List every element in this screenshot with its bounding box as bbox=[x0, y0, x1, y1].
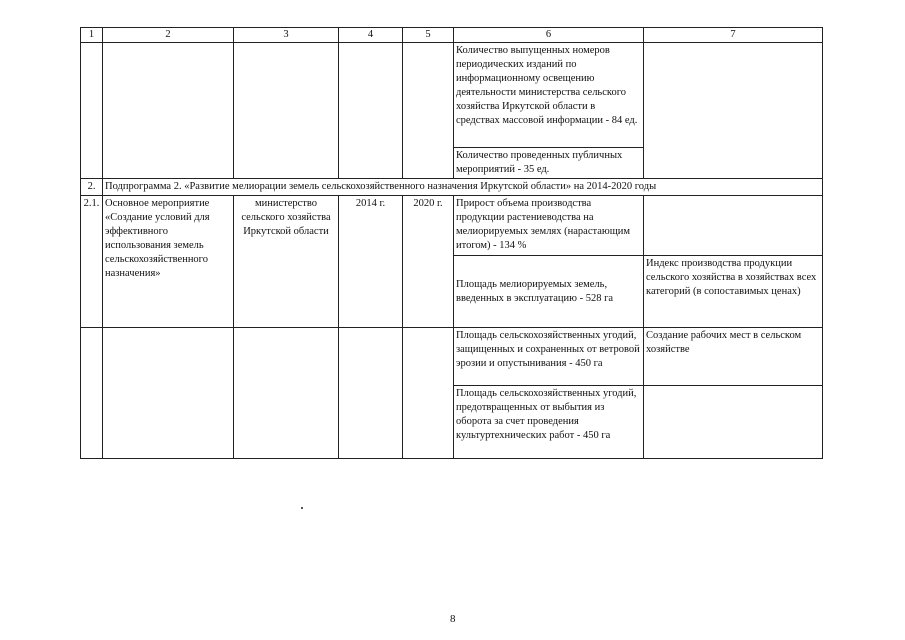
header-col-7: 7 bbox=[644, 28, 823, 43]
cell-empty bbox=[644, 386, 823, 459]
row-number: 2.1. bbox=[81, 196, 103, 328]
cell-empty bbox=[103, 43, 234, 179]
cell-empty bbox=[403, 328, 454, 459]
header-col-1: 1 bbox=[81, 28, 103, 43]
page-number: 8 bbox=[450, 613, 456, 625]
cell-empty bbox=[234, 328, 339, 459]
cell-empty bbox=[234, 43, 339, 179]
cell-empty bbox=[644, 196, 823, 256]
indicator-cell: Площадь мелиорируемых земель, введенных в эксплуатацию - 528 га bbox=[454, 256, 644, 328]
header-col-4: 4 bbox=[339, 28, 403, 43]
header-col-5: 5 bbox=[403, 28, 454, 43]
indicator-cell: Прирост объема производства продукции растениеводства на мелиорируемых землях (нарастающим итогом) - 134 % bbox=[454, 196, 644, 256]
activity-name: Основное мероприятие «Создание условий для эффективного использования земель сельскохозяйственного назначения» bbox=[103, 196, 234, 328]
result-cell: Создание рабочих мест в сельском хозяйстве bbox=[644, 328, 823, 386]
indicator-cell: Площадь сельскохозяйственных угодий, предотвращенных от выбытия из оборота за счет проведения культуртехнических работ - 450 га bbox=[454, 386, 644, 459]
table-row bbox=[81, 328, 823, 386]
subprogram-row bbox=[81, 179, 823, 196]
cell-empty bbox=[339, 43, 403, 179]
cell-empty bbox=[403, 43, 454, 179]
header-col-2: 2 bbox=[103, 28, 234, 43]
cell-empty bbox=[644, 43, 823, 179]
end-year: 2020 г. bbox=[403, 196, 454, 328]
header-row bbox=[81, 28, 823, 43]
header-col-6: 6 bbox=[454, 28, 644, 43]
start-year: 2014 г. bbox=[339, 196, 403, 328]
table-row bbox=[81, 196, 823, 256]
program-table bbox=[80, 27, 823, 459]
subprogram-number: 2. bbox=[81, 179, 103, 196]
cell-empty bbox=[81, 328, 103, 459]
result-cell: Индекс производства продукции сельского хозяйства в хозяйствах всех категорий (в сопоставимых ценах) bbox=[644, 256, 823, 328]
cell-empty bbox=[339, 328, 403, 459]
header-col-3: 3 bbox=[234, 28, 339, 43]
scan-speck bbox=[301, 507, 303, 509]
cell-empty bbox=[103, 328, 234, 459]
indicator-cell: Количество проведенных публичных мероприятий - 35 ед. bbox=[454, 148, 644, 179]
cell-empty bbox=[81, 43, 103, 179]
table-row bbox=[81, 43, 823, 148]
executor: министерство сельского хозяйства Иркутской области bbox=[234, 196, 339, 328]
subprogram-title: Подпрограмма 2. «Развитие мелиорации земель сельскохозяйственного назначения Иркутской области» на 2014-2020 годы bbox=[103, 179, 823, 196]
indicator-cell: Площадь сельскохозяйственных угодий, защищенных и сохраненных от ветровой эрозии и опустынивания - 450 га bbox=[454, 328, 644, 386]
indicator-cell: Количество выпущенных номеров периодических изданий по информационному освещению деятельности министерства сельского хозяйства Иркутской области в средствах массовой информации - 84 ед. bbox=[454, 43, 644, 148]
